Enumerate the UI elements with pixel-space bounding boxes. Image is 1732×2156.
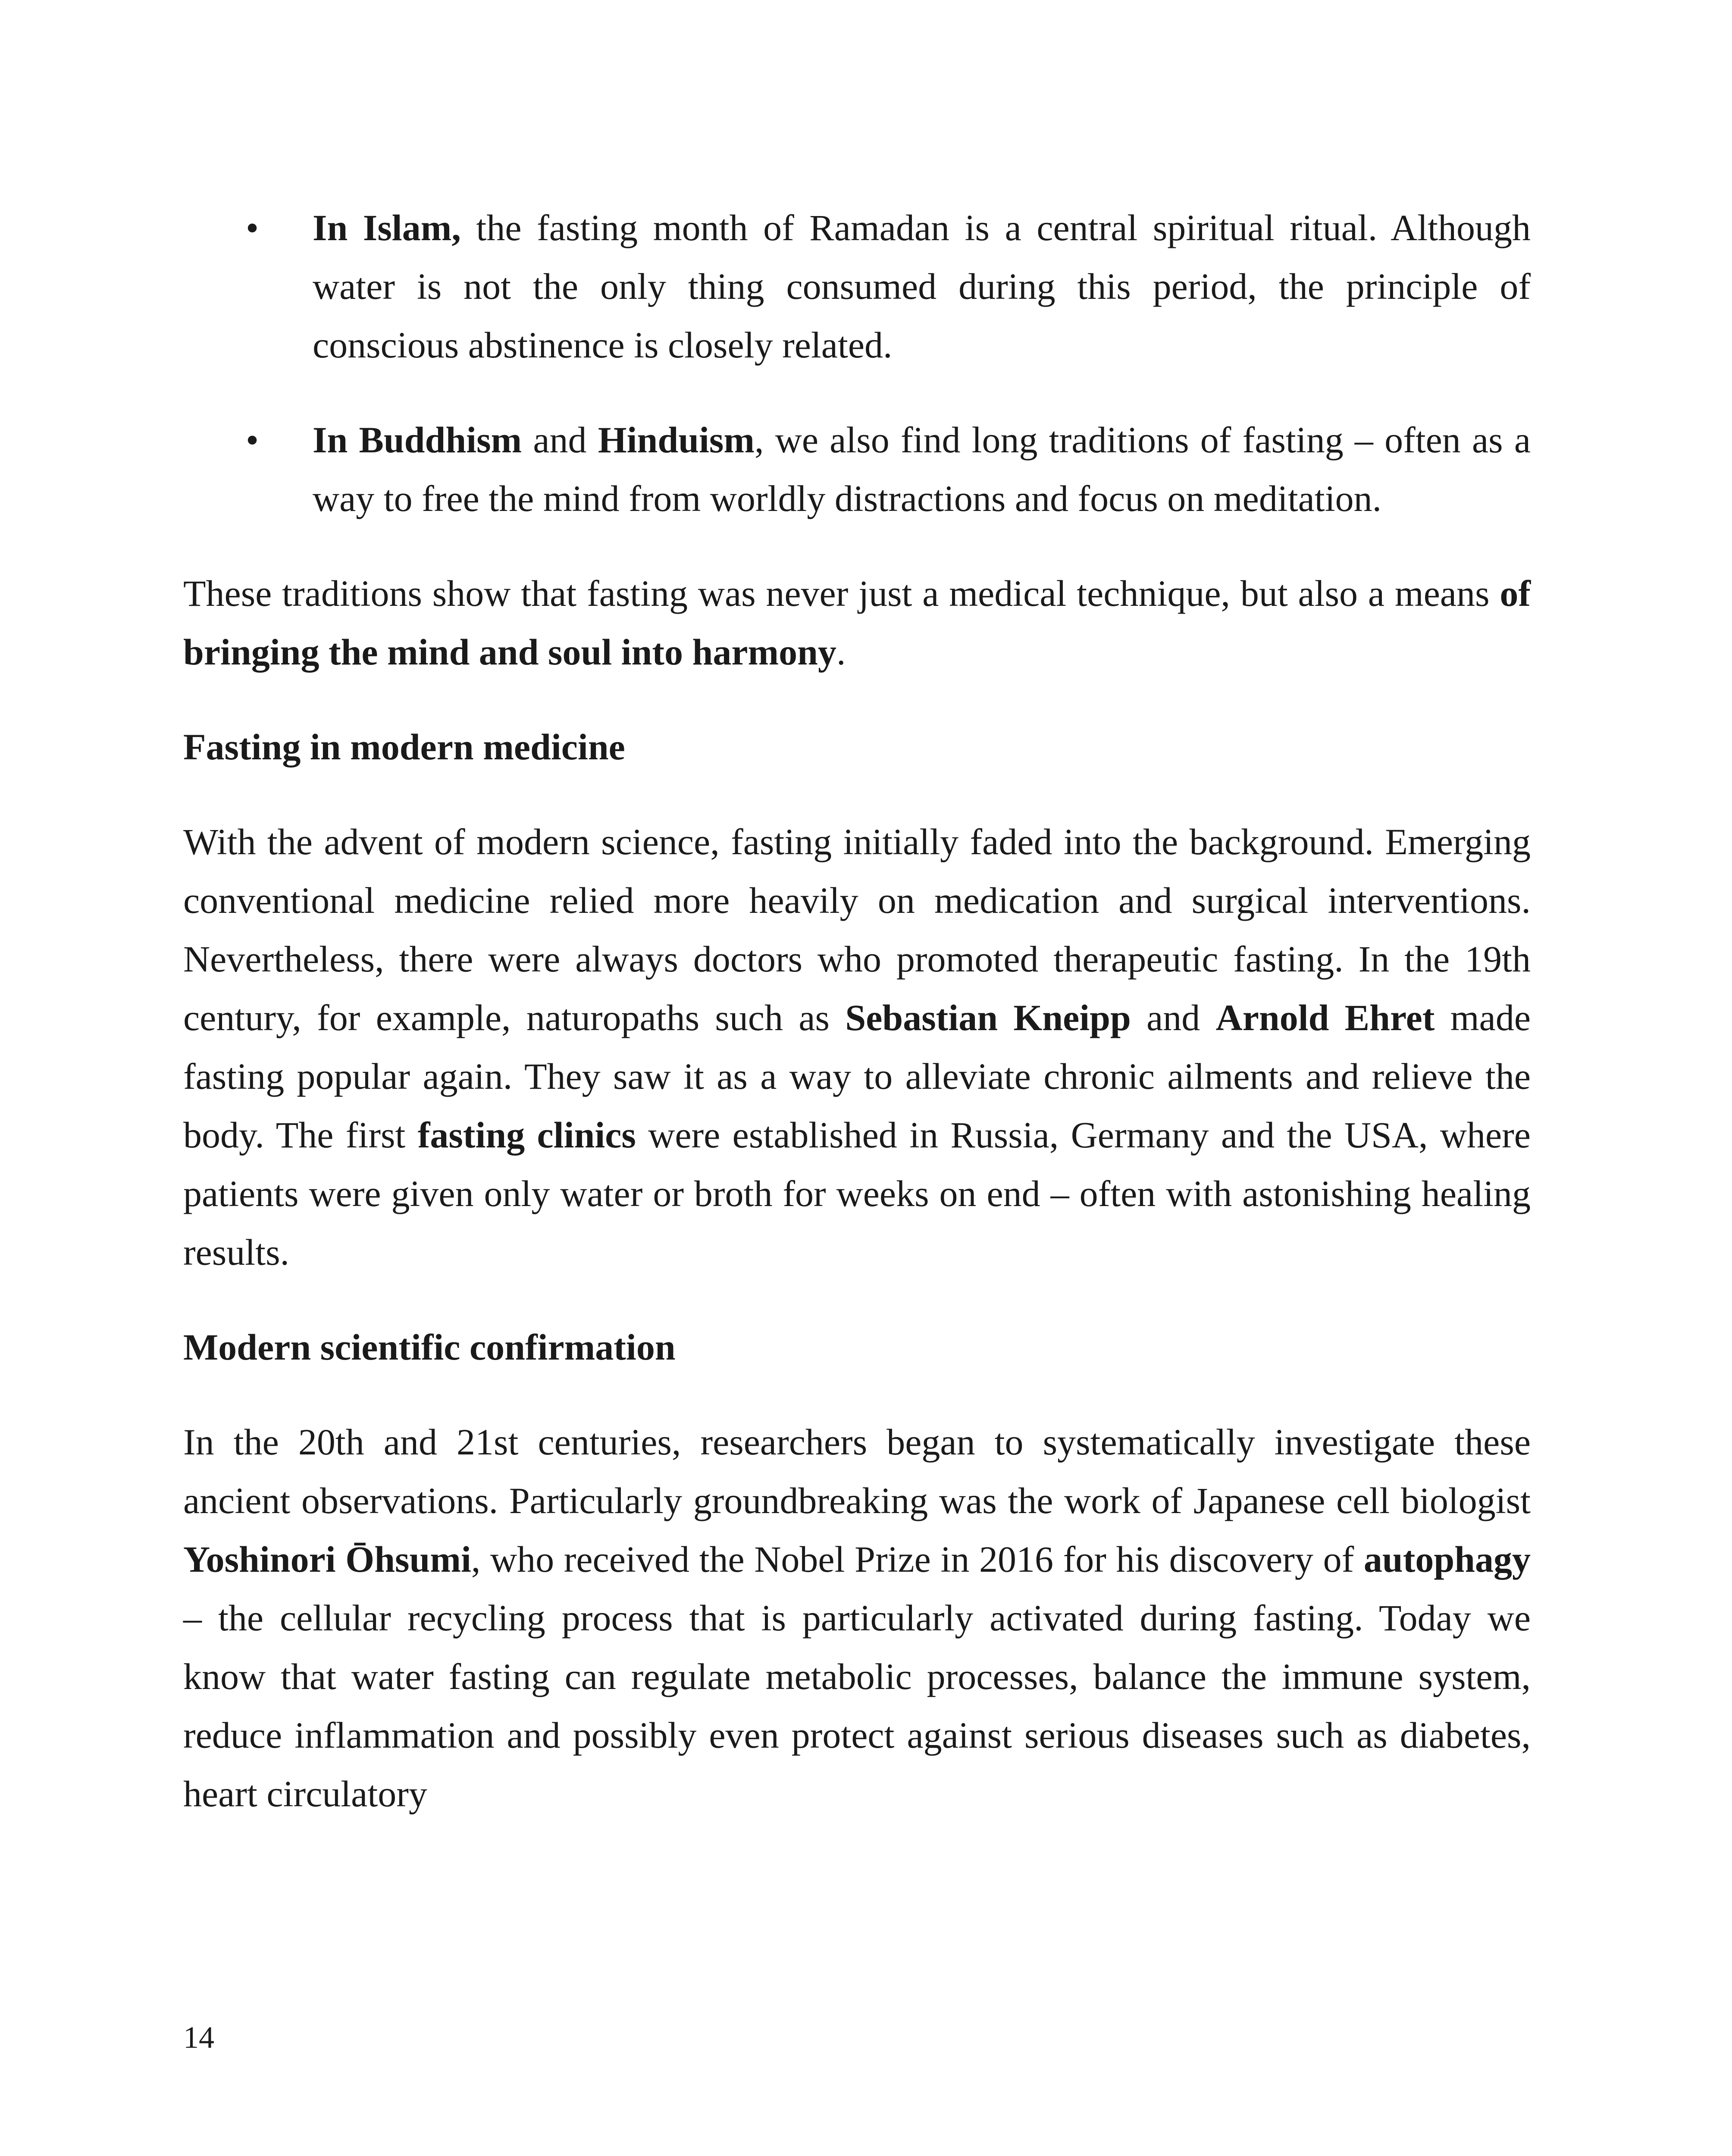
bold-name-kneipp: Sebastian Kneipp <box>845 997 1131 1038</box>
paragraph-text: made fasting popular again. They saw it as a way to alleviate chronic ailments and relieve the body. The first <box>183 997 1531 1156</box>
bold-term-buddhism: In Buddhism <box>313 419 522 461</box>
paragraph-text: . <box>836 631 846 673</box>
bold-phrase-harmony: of bringing the mind and soul into harmony <box>183 573 1531 673</box>
list-item-buddhism-hinduism <box>183 411 1531 528</box>
bold-term-islam: In Islam, <box>313 207 461 248</box>
list-item-text: the fasting month of Ramadan is a central spiritual ritual. Although water is not the only thing consumed during this period, the principle of conscious abstinence is closely related. <box>313 207 1531 366</box>
paragraph-text: – the cellular recycling process that is particularly activated during fasting. Today we know that water fasting can regulate metabolic processes, balance the immune system, reduce inflammation and possibly even protect against serious diseases such as diabetes, heart circulatory <box>183 1597 1531 1814</box>
paragraph-text: With the advent of modern science, fasting initially faded into the background. Emerging conventional medicine relied more heavily on medication and surgical interventions. Nevertheless, there were always doctors who promoted therapeutic fasting. In the 19th century, for example, naturopaths such as <box>183 821 1531 1038</box>
paragraph-text: and <box>1131 997 1216 1038</box>
bold-term-hinduism: Hinduism <box>598 419 755 461</box>
religion-bullet-list <box>183 198 1531 528</box>
section-heading-scientific-confirmation: Modern scientific confirmation <box>183 1326 676 1368</box>
page-number: 14 <box>183 2020 214 2055</box>
section-heading-modern-medicine: Fasting in modern medicine <box>183 726 625 768</box>
paragraph-scientific-confirmation <box>183 1413 1531 1823</box>
bullet-icon: • <box>246 207 259 248</box>
list-item-text: and <box>522 419 598 461</box>
paragraph-modern-medicine <box>183 812 1531 1282</box>
bullet-icon: • <box>246 419 259 461</box>
bold-name-ehret: Arnold Ehret <box>1215 997 1435 1038</box>
list-item-islam <box>183 198 1531 374</box>
page-content <box>183 198 1531 1859</box>
paragraph-text: In the 20th and 21st centuries, researchers began to systematically investigate these ancient observations. Particularly groundbreaking was the work of Japanese cell biologist <box>183 1421 1531 1521</box>
bold-term-fasting-clinics: fasting clinics <box>417 1114 636 1156</box>
bold-name-ohsumi: Yoshinori Ōhsumi <box>183 1539 471 1580</box>
list-item-text: , we also find long traditions of fasting – often as a way to free the mind from worldly distractions and focus on meditation. <box>313 419 1531 519</box>
bold-term-autophagy: autophagy <box>1363 1539 1531 1580</box>
paragraph-traditions <box>183 564 1531 681</box>
paragraph-text: were established in Russia, Germany and the USA, where patients were given only water or broth for weeks on end – often with astonishing healing results. <box>183 1114 1531 1273</box>
paragraph-text: These traditions show that fasting was never just a medical technique, but also a means <box>183 573 1500 614</box>
paragraph-text: , who received the Nobel Prize in 2016 for his discovery of <box>471 1539 1364 1580</box>
